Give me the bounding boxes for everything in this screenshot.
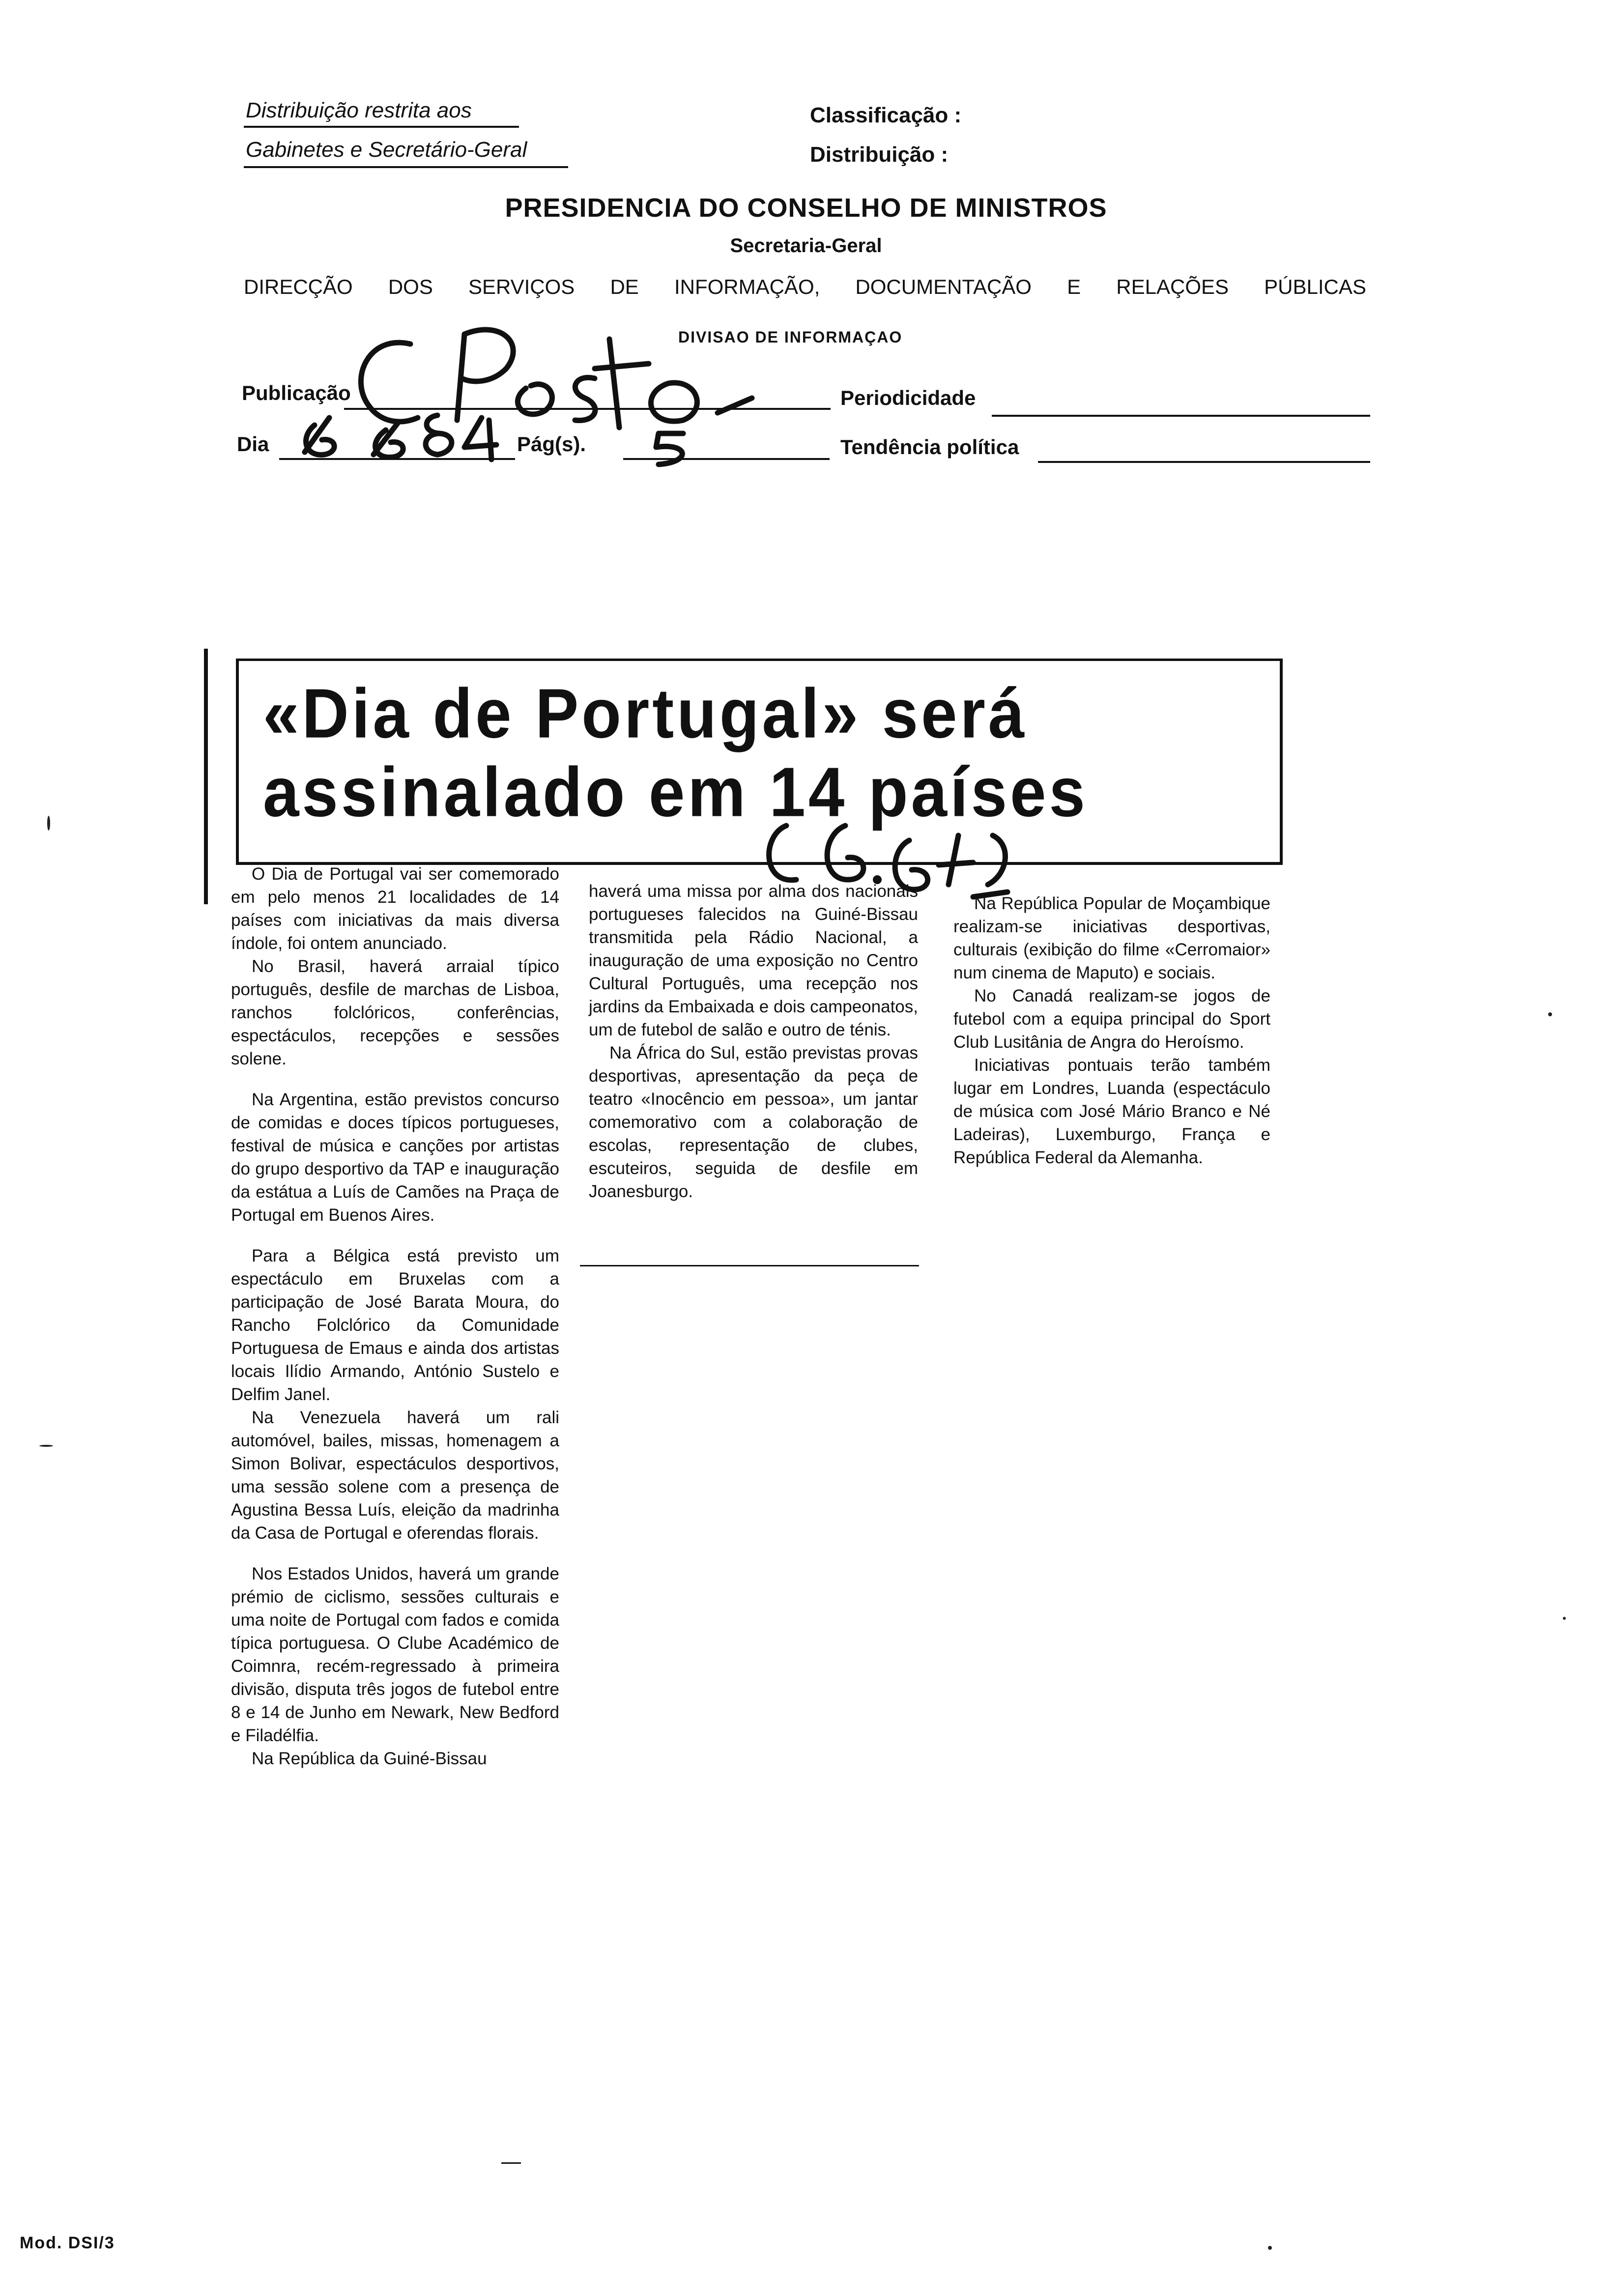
- political-line: [1038, 461, 1370, 463]
- form-code: Mod. DSI/3: [20, 2234, 115, 2252]
- directorate-word: DE: [610, 275, 639, 298]
- paragraph: No Brasil, haverá arraial típico português, desfile de marchas de Lisboa, ranchos folclóricos, conferências, espectáculos, recepções e sessões solene.: [231, 957, 559, 1068]
- periodicity-line: [992, 415, 1370, 417]
- headline-line-2: assinalado em 14 países: [263, 753, 1088, 831]
- paragraph: No Canadá realizam-se jogos de futebol com a equipa principal do Sport Club Lusitânia de Angra do Heroísmo.: [953, 986, 1270, 1052]
- clipping-margin-rule: [204, 649, 208, 904]
- continuation-dash: [501, 2162, 521, 2164]
- paragraph: Nos Estados Unidos, haverá um grande prémio de ciclismo, sessões culturais e uma noite de Portugal com fados e comida típica portuguesa. O Clube Académico de Coimnra, recém-regressado à primeira divisão, disputa três jogos de futebol entre 8 e 14 de Junho em Newark, New Bedford e Filadélfia.: [231, 1564, 559, 1745]
- directorate-line: [244, 275, 1366, 299]
- article-column-2: [589, 880, 918, 1203]
- directorate-word: RELAÇÕES: [1116, 275, 1229, 298]
- pages-label: Pág(s).: [517, 432, 586, 456]
- directorate-word: DIRECÇÃO: [244, 275, 353, 298]
- directorate-word: DOS: [388, 275, 433, 298]
- division-title: DIVISAO DE INFORMAÇAO: [678, 328, 903, 346]
- directorate-word: INFORMAÇÃO,: [674, 275, 820, 298]
- day-label: Dia: [237, 432, 269, 456]
- column-end-rule: [580, 1265, 919, 1266]
- restriction-line-2: Gabinetes e Secretário-Geral: [246, 138, 527, 162]
- restriction-rule-1: [244, 126, 519, 128]
- paragraph: Na República da Guiné-Bissau: [252, 1749, 487, 1768]
- restriction-line-1: Distribuição restrita aos: [246, 98, 472, 122]
- scan-speck: [1268, 2246, 1272, 2250]
- handwritten-annotations: [295, 305, 860, 472]
- institution-title: PRESIDENCIA DO CONSELHO DE MINISTROS: [505, 193, 1107, 223]
- paragraph: Na República Popular de Moçambique realizam-se iniciativas desportivas, culturais (exibição do filme «Cerromaior» num cinema de Maputo) e sociais.: [953, 894, 1270, 982]
- article-column-1: [231, 862, 559, 1770]
- headline-line-1: «Dia de Portugal» será: [263, 674, 1028, 752]
- directorate-word: SERVIÇOS: [468, 275, 575, 298]
- restriction-rule-2: [244, 166, 568, 168]
- scan-speck: [1563, 1617, 1566, 1620]
- scan-speck: [1548, 1012, 1552, 1016]
- scan-speck: [47, 816, 50, 831]
- paragraph: Na Venezuela haverá um rali automóvel, bailes, missas, homenagem a Simon Bolivar, espectáculos desportivos, uma sessão solene com a presença de Agustina Bessa Luís, eleição da madrinha da Casa de Portugal e oferendas florais.: [231, 1408, 559, 1543]
- directorate-word: E: [1067, 275, 1081, 298]
- secretariat-title: Secretaria-Geral: [730, 235, 882, 257]
- paragraph: Para a Bélgica está previsto um espectáculo em Bruxelas com a participação de José Barata Moura, do Rancho Folclórico da Comunidade Portuguesa de Emaus e ainda dos artistas locais Ilídio Armando, António Sustelo e Delfim Janel.: [231, 1246, 559, 1404]
- paragraph: O Dia de Portugal vai ser comemorado em pelo menos 21 localidades de 14 países com iniciativas da mais diversa índole, foi ontem anunciado.: [231, 864, 559, 953]
- publication-label: Publicação: [242, 381, 351, 404]
- directorate-word: PÚBLICAS: [1264, 275, 1366, 298]
- article-column-3: [953, 892, 1270, 1169]
- periodicity-label: Periodicidade: [840, 386, 976, 409]
- directorate-word: DOCUMENTAÇÃO: [855, 275, 1032, 298]
- political-label: Tendência política: [840, 435, 1019, 459]
- classification-label: Classificação :: [810, 103, 962, 127]
- distribution-label: Distribuição :: [810, 143, 949, 167]
- scan-speck: [39, 1445, 53, 1447]
- paragraph: Na África do Sul, estão previstas provas desportivas, apresentação da peça de teatro «Inocêncio em pessoa», um jantar comemorativo com a colaboração de escolas, representação de clubes, escuteiros, seguida de desfile em Joanesburgo.: [589, 1043, 918, 1201]
- paragraph: haverá uma missa por alma dos nacionais portugueses falecidos na Guiné-Bissau transmitida pela Rádio Nacional, a inauguração de uma exposição no Centro Cultural Português, uma recepção nos jardins da Embaixada e dois campeonatos, um de futebol de salão e outro de ténis.: [589, 882, 918, 1039]
- paragraph: Iniciativas pontuais terão também lugar em Londres, Luanda (espectáculo de música com José Mário Branco e Né Ladeiras), Luxemburgo, França e República Federal da Alemanha.: [953, 1056, 1270, 1167]
- paragraph: Na Argentina, estão previstos concurso de comidas e doces típicos portugueses, festival de música e canções por artistas do grupo desportivo da TAP e inauguração da estátua a Luís de Camões na Praça de Portugal em Buenos Aires.: [231, 1090, 559, 1225]
